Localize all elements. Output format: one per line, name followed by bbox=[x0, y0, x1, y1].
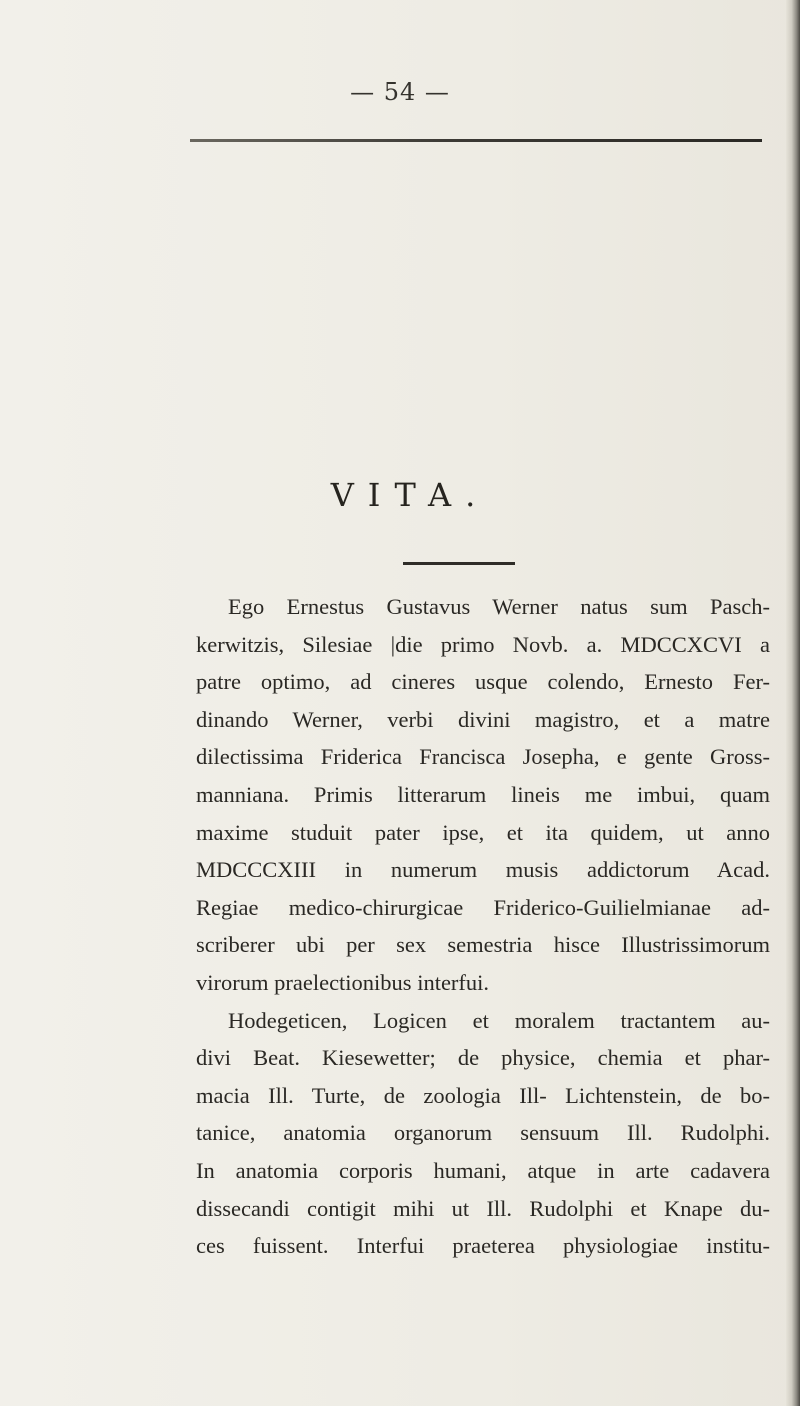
paragraph-1 bbox=[196, 588, 770, 1002]
text-line: macia Ill. Turte, de zoologia Ill- Lichtenstein, de bo- bbox=[196, 1082, 770, 1108]
text-line: dilectissima Friderica Francisca Josepha, e gente Gross- bbox=[196, 744, 770, 770]
text-line: virorum praelectionibus interfui. bbox=[196, 969, 490, 995]
text-line: scriberer ubi per sex semestria hisce Illustrissimorum bbox=[196, 932, 770, 958]
text-line: Ego Ernestus Gustavus Werner natus sum Pasch- bbox=[228, 594, 770, 619]
header-rule bbox=[190, 139, 762, 142]
text-line: manniana. Primis litterarum lineis me imbui, quam bbox=[196, 781, 770, 807]
text-line: dinando Werner, verbi divini magistro, et a matre bbox=[196, 706, 770, 732]
section-title: VITA. bbox=[330, 476, 490, 514]
text-line: patre optimo, ad cineres usque colendo, Ernesto Fer- bbox=[196, 669, 770, 695]
text-line: kerwitzis, Silesiae |die primo Novb. a. MDCCXCVI a bbox=[196, 631, 770, 657]
text-line: Regiae medico-chirurgicae Friderico-Guilielmianae ad- bbox=[196, 894, 770, 920]
body-text bbox=[196, 588, 770, 1265]
page-edge-shadow bbox=[786, 0, 800, 1406]
text-line: MDCCCXIII in numerum musis addictorum Acad. bbox=[196, 857, 770, 883]
text-line: ces fuissent. Interfui praeterea physiologiae institu- bbox=[196, 1233, 770, 1259]
text-line: maxime studuit pater ipse, et ita quidem, ut anno bbox=[196, 819, 770, 845]
text-line: tanice, anatomia organorum sensuum Ill. Rudolphi. bbox=[196, 1120, 770, 1146]
text-line: In anatomia corporis humani, atque in arte cadavera bbox=[196, 1157, 770, 1183]
page-number-header: — 54 — bbox=[350, 78, 450, 106]
text-line: Hodegeticen, Logicen et moralem tractantem au- bbox=[228, 1007, 770, 1033]
text-line: dissecandi contigit mihi ut Ill. Rudolphi et Knape du- bbox=[196, 1195, 770, 1221]
title-rule bbox=[403, 562, 515, 565]
text-line: divi Beat. Kiesewetter; de physice, chemia et phar- bbox=[196, 1045, 770, 1071]
paragraph-2 bbox=[196, 1002, 770, 1265]
